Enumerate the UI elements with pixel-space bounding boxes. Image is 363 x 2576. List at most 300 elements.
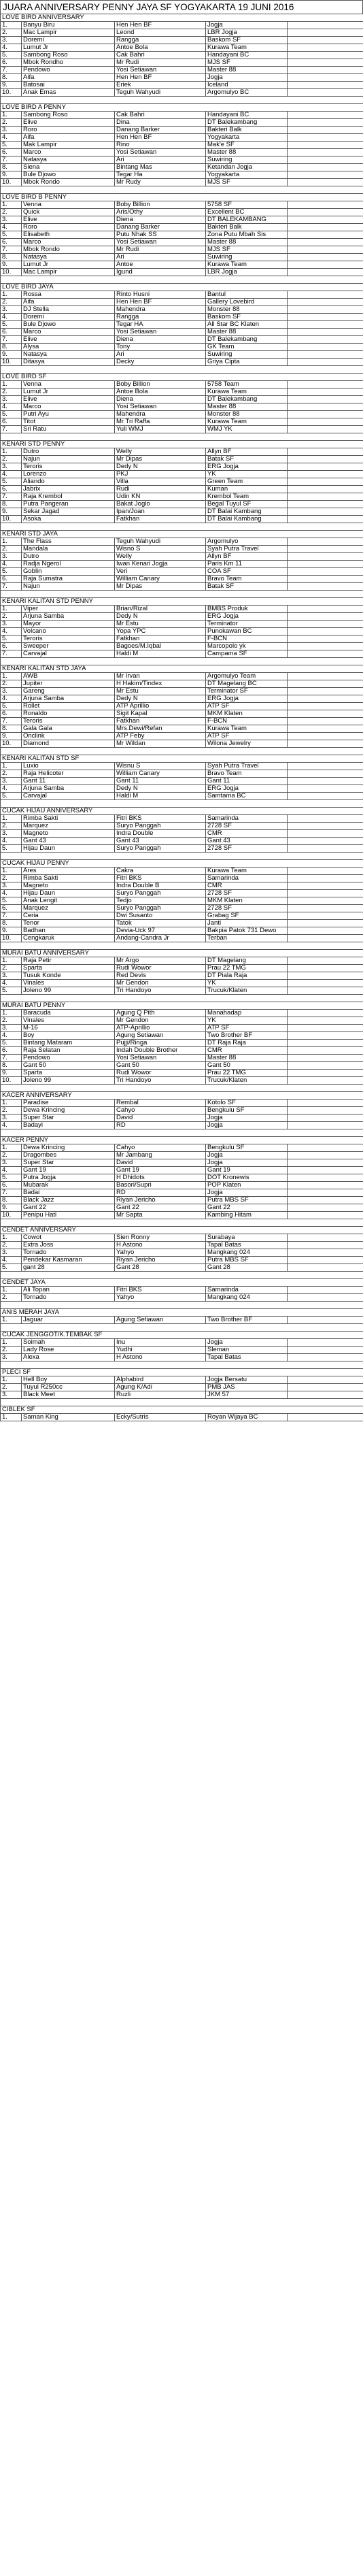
bird-name-cell: Extra Joss (22, 1242, 115, 1249)
result-row (1, 763, 363, 770)
section-title-row (1, 1406, 363, 1414)
section-title-row (1, 598, 363, 606)
team-cell: Jogja (206, 1114, 288, 1122)
section-title: CUCAK HIJAU PENNY (1, 860, 363, 868)
team-cell: Syah Putra Travel (206, 763, 288, 770)
owner-cell: H Astono (115, 1354, 206, 1361)
rank-cell: 4. (1, 838, 22, 845)
result-row (1, 501, 363, 508)
rank-cell: 1. (1, 606, 22, 613)
team-cell: Marcopolo yk (206, 643, 288, 650)
team-cell: Master 88 (206, 67, 288, 74)
owner-cell: Basori/Supri (115, 1182, 206, 1189)
bird-name-cell: Black Jazz (22, 1197, 115, 1204)
empty-cell (288, 1391, 363, 1399)
owner-cell: Fitri BKS (115, 875, 206, 882)
result-row (1, 381, 363, 389)
empty-cell (288, 67, 363, 74)
owner-cell: Veri (115, 568, 206, 576)
empty-cell (288, 254, 363, 261)
empty-cell (288, 1010, 363, 1017)
owner-cell: RD (115, 1189, 206, 1197)
blank-row (1, 942, 363, 950)
owner-cell: Gant 43 (115, 838, 206, 845)
section-title-row (1, 14, 363, 22)
empty-cell (288, 740, 363, 748)
bird-name-cell: Teroris (22, 718, 115, 725)
rank-cell: 5. (1, 1040, 22, 1047)
section-title: LOVE BIRD A PENNY (1, 104, 363, 112)
team-cell: COA SF (206, 568, 288, 576)
bird-name-cell: Aifa (22, 74, 115, 82)
empty-cell (288, 1354, 363, 1361)
result-row (1, 291, 363, 299)
team-cell: Samarinda (206, 815, 288, 823)
team-cell: 2728 SF (206, 890, 288, 897)
empty-cell (288, 381, 363, 389)
owner-cell: Indra Double (115, 830, 206, 838)
rank-cell: 8. (1, 501, 22, 508)
rank-cell: 4. (1, 403, 22, 411)
owner-cell: Haldi M (115, 793, 206, 800)
bird-name-cell: Goblin (22, 568, 115, 576)
result-row (1, 82, 363, 89)
bird-name-cell: Tenor (22, 920, 115, 927)
result-row (1, 912, 363, 920)
empty-cell (288, 838, 363, 845)
result-row (1, 37, 363, 44)
result-row (1, 463, 363, 471)
empty-cell (288, 703, 363, 710)
bird-name-cell: Lumut Jr (22, 44, 115, 52)
owner-cell: Suryo Panggah (115, 845, 206, 853)
bird-name-cell: Badayi (22, 1122, 115, 1129)
empty-cell (288, 471, 363, 478)
team-cell: LBR Jogja (206, 269, 288, 276)
rank-cell: 3. (1, 688, 22, 695)
owner-cell: Cakra (115, 868, 206, 875)
bird-name-cell: Lady Rose (22, 1347, 115, 1354)
owner-cell: Yosi Setiawan (115, 149, 206, 156)
result-row (1, 1077, 363, 1085)
owner-cell: Mr Dipas (115, 583, 206, 591)
result-row (1, 613, 363, 621)
owner-cell: Wisno S (115, 546, 206, 553)
team-cell: Jogja (206, 1122, 288, 1129)
owner-cell: Mr Sapta (115, 1212, 206, 1219)
result-row (1, 673, 363, 680)
empty-cell (288, 957, 363, 965)
team-cell: DT Magelang (206, 957, 288, 965)
empty-cell (288, 1376, 363, 1384)
team-cell: Excellent BC (206, 209, 288, 216)
owner-cell: Eriek (115, 82, 206, 89)
team-cell: GK Team (206, 344, 288, 351)
rank-cell: 7. (1, 1189, 22, 1197)
result-row (1, 1391, 363, 1399)
empty-cell (288, 710, 363, 718)
result-row (1, 74, 363, 82)
owner-cell: Ari (115, 351, 206, 359)
result-row (1, 1189, 363, 1197)
team-cell: Master 88 (206, 329, 288, 336)
owner-cell: Diena (115, 336, 206, 344)
bird-name-cell: Paradise (22, 1100, 115, 1107)
result-row (1, 882, 363, 890)
rank-cell: 6. (1, 1047, 22, 1055)
rank-cell: 5. (1, 1174, 22, 1182)
result-row (1, 149, 363, 156)
blank-cell (1, 748, 363, 755)
rank-cell: 9. (1, 733, 22, 740)
owner-cell: Dedy N (115, 613, 206, 621)
owner-cell: Teguh Wahyudi (115, 89, 206, 97)
empty-cell (288, 112, 363, 119)
team-cell: Bengkulu SF (206, 1144, 288, 1152)
owner-cell: Gant 19 (115, 1167, 206, 1174)
bird-name-cell: Elisabeth (22, 231, 115, 239)
owner-cell: H Hakim/Tindex (115, 680, 206, 688)
owner-cell: Indra Double B (115, 882, 206, 890)
rank-cell: 1. (1, 868, 22, 875)
rank-cell: 9. (1, 351, 22, 359)
bird-name-cell: Bintang Mataram (22, 1040, 115, 1047)
empty-cell (288, 89, 363, 97)
result-row (1, 643, 363, 650)
owner-cell: Tedjo (115, 897, 206, 905)
result-row (1, 269, 363, 276)
bird-name-cell: Marquez (22, 905, 115, 912)
rank-cell: 1. (1, 201, 22, 209)
blank-row (1, 658, 363, 665)
empty-cell (288, 972, 363, 980)
owner-cell: Diena (115, 396, 206, 403)
rank-cell: 5. (1, 142, 22, 149)
team-cell: LBR Jogja (206, 29, 288, 37)
owner-cell: Rangga (115, 37, 206, 44)
section-title: CENDET ANNIVERSARY (1, 1227, 363, 1234)
result-row (1, 823, 363, 830)
empty-cell (288, 149, 363, 156)
rank-cell: 9. (1, 1204, 22, 1212)
rank-cell: 8. (1, 74, 22, 82)
owner-cell: Danang Barker (115, 224, 206, 231)
rank-cell: 9. (1, 82, 22, 89)
empty-cell (288, 299, 363, 306)
team-cell: Bantul (206, 291, 288, 299)
bird-name-cell: Mbok Rondo (22, 179, 115, 186)
rank-cell: 4. (1, 980, 22, 987)
bird-name-cell: Mubarak (22, 1182, 115, 1189)
bird-name-cell: Raja Sumatra (22, 576, 115, 583)
result-row (1, 246, 363, 254)
team-cell: 5758 Team (206, 381, 288, 389)
bird-name-cell: Najun (22, 456, 115, 463)
empty-cell (288, 351, 363, 359)
team-cell: PMB JAS (206, 1384, 288, 1391)
team-cell: Batak SF (206, 456, 288, 463)
result-row (1, 336, 363, 344)
bird-name-cell: Raja Krembol (22, 493, 115, 501)
rank-cell: 3. (1, 882, 22, 890)
rank-cell: 2. (1, 119, 22, 127)
result-row (1, 927, 363, 935)
rank-cell: 10. (1, 1212, 22, 1219)
bird-name-cell: Dewa Krincing (22, 1107, 115, 1114)
team-cell: F-BCN (206, 635, 288, 643)
result-row (1, 411, 363, 418)
owner-cell: Agung Q Pith (115, 1010, 206, 1017)
rank-cell: 9. (1, 261, 22, 269)
bird-name-cell: Lumut Jr (22, 389, 115, 396)
team-cell: Putra MBS SF (206, 1257, 288, 1264)
result-row (1, 112, 363, 119)
bird-name-cell: Anak Lengit (22, 897, 115, 905)
bird-name-cell: Dutro (22, 448, 115, 456)
result-row (1, 568, 363, 576)
bird-name-cell: Tornado (22, 1294, 115, 1302)
owner-cell: Suryo Panggah (115, 823, 206, 830)
owner-cell: Dedy N (115, 463, 206, 471)
team-cell: JKM 57 (206, 1391, 288, 1399)
owner-cell: Bakat Joglo (115, 501, 206, 508)
result-row (1, 972, 363, 980)
team-cell: Green Team (206, 478, 288, 486)
owner-cell: Mr Dipas (115, 456, 206, 463)
bird-name-cell: The Flass (22, 538, 115, 546)
empty-cell (288, 778, 363, 785)
result-row (1, 1234, 363, 1242)
team-cell: Terminator (206, 621, 288, 628)
team-cell: ATP SF (206, 733, 288, 740)
bird-name-cell: Magneto (22, 830, 115, 838)
rank-cell: 1. (1, 538, 22, 546)
team-cell: Allyn BF (206, 553, 288, 561)
owner-cell: Ari (115, 156, 206, 164)
rank-cell: 4. (1, 695, 22, 703)
result-row (1, 456, 363, 463)
result-row (1, 770, 363, 778)
owner-cell: Andang-Candra Jr (115, 935, 206, 942)
bird-name-cell: Mbok Rondo (22, 246, 115, 254)
team-cell: Bakteri Balk (206, 224, 288, 231)
rank-cell: 4. (1, 44, 22, 52)
owner-cell: Hen Hen BF (115, 134, 206, 142)
empty-cell (288, 164, 363, 171)
owner-cell: Fatkhan (115, 635, 206, 643)
bird-name-cell: Venna (22, 381, 115, 389)
owner-cell: ATP-Aprillio (115, 1025, 206, 1032)
team-cell: Samtama BC (206, 793, 288, 800)
blank-cell (1, 1129, 363, 1137)
rank-cell: 2. (1, 29, 22, 37)
owner-cell: Mr Rudy (115, 179, 206, 186)
blank-cell (1, 1399, 363, 1406)
result-row (1, 164, 363, 171)
result-row (1, 389, 363, 396)
owner-cell: Decky (115, 359, 206, 366)
bird-name-cell: Boy (22, 1032, 115, 1040)
owner-cell: Fatkhan (115, 718, 206, 725)
rank-cell: 1. (1, 1287, 22, 1294)
rank-cell: 7. (1, 650, 22, 658)
blank-cell (1, 1361, 363, 1369)
owner-cell: Igund (115, 269, 206, 276)
owner-cell: Antoe Bola (115, 389, 206, 396)
rank-cell: 4. (1, 561, 22, 568)
team-cell: Syah Putra Travel (206, 546, 288, 553)
team-cell: Bravo Team (206, 770, 288, 778)
owner-cell: Mr Rudi (115, 59, 206, 67)
rank-cell: 4. (1, 890, 22, 897)
rank-cell: 5. (1, 987, 22, 995)
result-row (1, 1384, 363, 1391)
result-row (1, 306, 363, 314)
owner-cell: Rudi Wowor (115, 965, 206, 972)
empty-cell (288, 1414, 363, 1421)
team-cell: 5758 SF (206, 201, 288, 209)
bird-name-cell: Tornado (22, 1249, 115, 1257)
result-row (1, 29, 363, 37)
result-row (1, 314, 363, 321)
empty-cell (288, 231, 363, 239)
empty-cell (288, 269, 363, 276)
result-row (1, 403, 363, 411)
owner-cell: Ari (115, 254, 206, 261)
result-row (1, 478, 363, 486)
owner-cell: Villa (115, 478, 206, 486)
result-row (1, 725, 363, 733)
bird-name-cell: Gareng (22, 688, 115, 695)
section-title: CENDET JAYA (1, 1279, 363, 1287)
result-row (1, 1047, 363, 1055)
section-title: KENARI KALITAN STD JAYA (1, 665, 363, 673)
bird-name-cell: Sparta (22, 1070, 115, 1077)
owner-cell: Gant 50 (115, 1062, 206, 1070)
bird-name-cell: Venna (22, 201, 115, 209)
empty-cell (288, 486, 363, 493)
section-title: LOVE BIRD JAYA (1, 284, 363, 291)
rank-cell: 2. (1, 1384, 22, 1391)
result-row (1, 965, 363, 972)
bird-name-cell: Rimba Sakti (22, 875, 115, 882)
owner-cell: Mr Estu (115, 688, 206, 695)
result-row (1, 733, 363, 740)
section-title-row (1, 104, 363, 112)
result-row (1, 875, 363, 882)
bird-name-cell: Black Meet (22, 1391, 115, 1399)
section-title: CUCAK HIJAU ANNIVERSARY (1, 808, 363, 815)
team-cell: ERG Jogja (206, 785, 288, 793)
blank-row (1, 366, 363, 374)
rank-cell: 1. (1, 1317, 22, 1324)
bird-name-cell: Arjuna Samba (22, 613, 115, 621)
owner-cell: Mr Gendon (115, 1017, 206, 1025)
bird-name-cell: Natasya (22, 351, 115, 359)
rank-cell: 2. (1, 875, 22, 882)
blank-row (1, 1302, 363, 1309)
team-cell: Mangkang 024 (206, 1249, 288, 1257)
empty-cell (288, 1212, 363, 1219)
empty-cell (288, 987, 363, 995)
result-row (1, 920, 363, 927)
empty-cell (288, 538, 363, 546)
owner-cell: Tegar HA (115, 321, 206, 329)
result-row (1, 1414, 363, 1421)
result-row (1, 67, 363, 74)
owner-cell: Yosi Setiawan (115, 403, 206, 411)
owner-cell: William Canary (115, 576, 206, 583)
rank-cell: 8. (1, 725, 22, 733)
team-cell: Kurawa Team (206, 418, 288, 426)
rank-cell: 6. (1, 418, 22, 426)
bird-name-cell: Cowot (22, 1234, 115, 1242)
blank-cell (1, 1324, 363, 1332)
owner-cell: Gant 11 (115, 778, 206, 785)
result-row (1, 486, 363, 493)
bird-name-cell: M-16 (22, 1025, 115, 1032)
section-title: CIBLEK SF (1, 1406, 363, 1414)
rank-cell: 3. (1, 396, 22, 403)
rank-cell: 1. (1, 291, 22, 299)
empty-cell (288, 321, 363, 329)
owner-cell: Yosi Setiawan (115, 329, 206, 336)
result-row (1, 890, 363, 897)
result-row (1, 740, 363, 748)
rank-cell: 5. (1, 897, 22, 905)
result-row (1, 209, 363, 216)
empty-cell (288, 389, 363, 396)
blank-row (1, 433, 363, 441)
empty-cell (288, 359, 363, 366)
blank-cell (1, 1272, 363, 1279)
empty-cell (288, 418, 363, 426)
owner-cell: Rinto Husni (115, 291, 206, 299)
owner-cell: Mr Tri Raffa (115, 418, 206, 426)
bird-name-cell: Hijau Daun (22, 890, 115, 897)
result-row (1, 44, 363, 52)
blank-cell (1, 523, 363, 531)
owner-cell: Mahendra (115, 411, 206, 418)
rank-cell: 4. (1, 471, 22, 478)
bird-name-cell: Joleno 99 (22, 987, 115, 995)
bird-name-cell: Tuyul R250cc (22, 1384, 115, 1391)
empty-cell (288, 568, 363, 576)
result-row (1, 127, 363, 134)
rank-cell: 7. (1, 426, 22, 433)
blank-cell (1, 97, 363, 104)
result-row (1, 89, 363, 97)
bird-name-cell: Raja Selatan (22, 1047, 115, 1055)
bird-name-cell: Magneto (22, 882, 115, 890)
empty-cell (288, 1287, 363, 1294)
result-row (1, 1040, 363, 1047)
owner-cell: Mr Wildan (115, 740, 206, 748)
empty-cell (288, 546, 363, 553)
owner-cell: Ipan/Joan (115, 508, 206, 516)
result-row (1, 815, 363, 823)
team-cell: YK (206, 471, 288, 478)
blank-cell (1, 942, 363, 950)
empty-cell (288, 1339, 363, 1347)
empty-cell (288, 673, 363, 680)
team-cell: Begal Tuyul SF (206, 501, 288, 508)
owner-cell: Dedy N (115, 785, 206, 793)
bird-name-cell: Rossa (22, 291, 115, 299)
owner-cell: Alphabird (115, 1376, 206, 1384)
bird-name-cell: Radja Ngerol (22, 561, 115, 568)
owner-cell: Mahendra (115, 306, 206, 314)
